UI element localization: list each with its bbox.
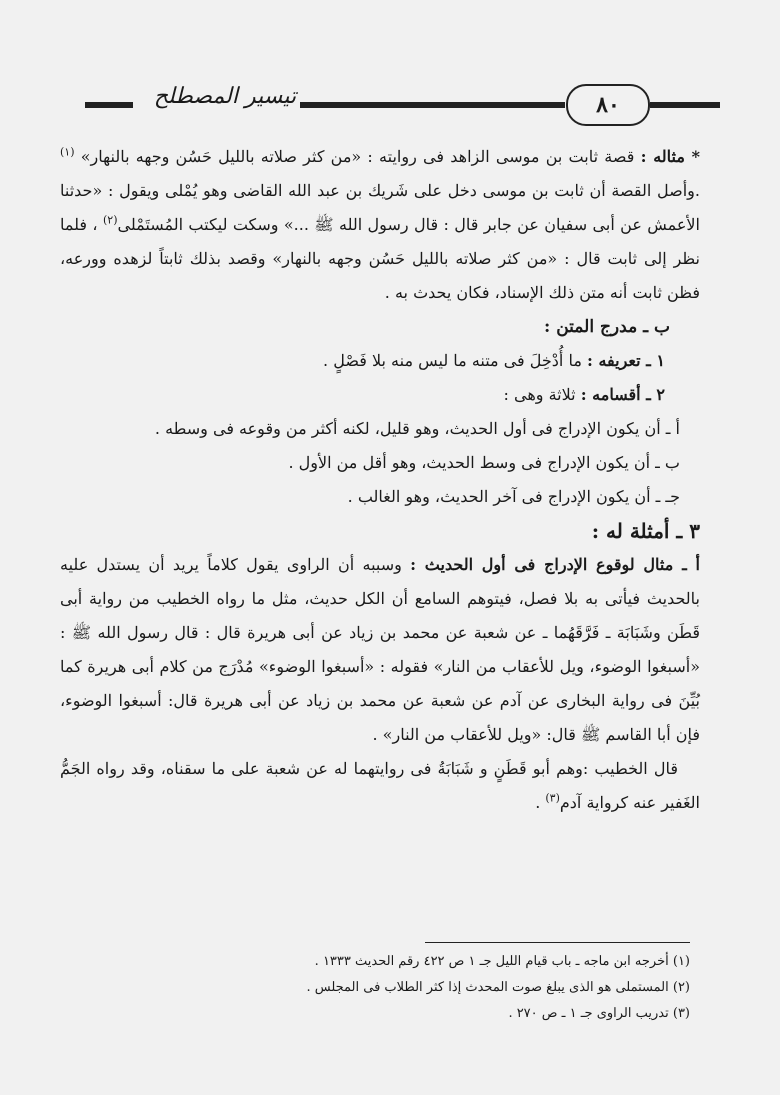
footnote-rule bbox=[425, 942, 690, 943]
footnote-2: (٢) المستملى هو الذى يبلغ صوت المحدث إذا كثر الطلاب فى المجلس . bbox=[306, 980, 690, 995]
footnotes bbox=[250, 942, 690, 1027]
definition-text: ما أُدْخِلَ فى متنه ما ليس منه بلا فَصْلٍ . bbox=[323, 351, 587, 370]
paragraph-text: .وأصل القصة أن ثابت بن موسى دخل على شَريك بن عبد الله القاضى وهو يُمْلى ويقول : «حدثنا الأعمش عن أبى سفيان عن جابر قال : قال رسول الله ﷺ ...» وسكت ليكتب المُستَمْلى bbox=[60, 181, 700, 234]
paragraph-text: ، فلما نظر إلى ثابت قال : «من كثر صلاته بالليل حَسُن وجهه بالنهار» وقصد بذلك ثابتاً لزهده وورعه، فظن ثابت أنه متن ذلك الإسناد، فكان يحدث به . bbox=[60, 215, 700, 302]
footnote-ref-2: (٢) bbox=[102, 213, 118, 227]
types-label: ٢ ـ أقسامه : bbox=[580, 385, 665, 404]
footnote-ref-1: (١) bbox=[60, 145, 75, 159]
examples-heading: ٣ ـ أمثلة له : bbox=[591, 519, 700, 543]
type-b: ب ـ أن يكون الإدراج فى وسط الحديث، وهو أقل من الأول . bbox=[288, 453, 680, 472]
type-a: أ ـ أن يكون الإدراج فى أول الحديث، وهو قليل، لكنه أكثر من وقوعه فى وسطه . bbox=[154, 419, 680, 438]
type-c: جـ ـ أن يكون الإدراج فى آخر الحديث، وهو الغالب . bbox=[347, 487, 680, 506]
definition-line bbox=[60, 344, 700, 378]
definition-label: ١ ـ تعريفه : bbox=[586, 351, 665, 370]
header-rule-middle bbox=[300, 102, 565, 108]
paragraph-example-start bbox=[60, 548, 700, 752]
page-header bbox=[60, 80, 720, 130]
paragraph-text: . bbox=[535, 793, 546, 812]
paragraph-text: قصة ثابت بن موسى الزاهد فى روايته : «من كثر صلاته بالليل حَسُن وجهه بالنهار» bbox=[74, 147, 641, 166]
paragraph-text: وسببه أن الراوى يقول كلاماً يريد أن يستدل عليه بالحديث فيأتى به بلا فصل، فيتوهم السامع أن الكل حديث، مثل ما رواه الخطيب من رواية أبى قَطَن وشَبَابَة ـ فَرَّقَهُما ـ عن شعبة عن محمد بن زياد عن أبى هريرة قال : قال رسول الله ﷺ : «أسبغوا الوضوء، ويل للأعقاب من النار» فقوله : «أسبغوا الوضوء» مُدْرَج من كلام أبى هريرة كما بُيِّنَ فى رواية البخارى عن آدم عن شعبة عن محمد بن زياد عن أبى هريرة قال: أسبغوا الوضوء، فإن أبا القاسم ﷺ قال: «ويل للأعقاب من النار» . bbox=[60, 555, 700, 744]
types-line bbox=[60, 378, 700, 412]
footnote-3: (٣) تدريب الراوى جـ ١ ـ ص ٢٧٠ . bbox=[508, 1006, 690, 1021]
page-number: ٨٠ bbox=[566, 84, 650, 126]
header-rule-left bbox=[85, 102, 133, 108]
paragraph-text: قال الخطيب :وهم أبو قَطَنٍ و شَبَابَةُ فى روايتهما له عن شعبة على ما سقناه، وقد رواه الجَمُّ الغَفير عنه كرواية آدم bbox=[60, 759, 700, 812]
footnote-ref-3: (٣) bbox=[545, 791, 560, 805]
example-label: أ ـ مثال لوقوع الإدراج فى أول الحديث : bbox=[410, 555, 700, 574]
running-title: تيسير المصطلح bbox=[153, 84, 297, 109]
types-text: ثلاثة وهى : bbox=[503, 385, 581, 404]
subheading-mudraj-matn: ب ـ مدرج المتن : bbox=[544, 317, 670, 337]
footnote-1: (١) أخرجه ابن ماجه ـ باب قيام الليل جـ ١ ص ٤٢٢ رقم الحديث ١٣٣٣ . bbox=[314, 954, 690, 969]
page-body bbox=[60, 140, 700, 820]
paragraph-example-sanad bbox=[60, 140, 700, 310]
example-lead: * مثاله : bbox=[640, 147, 701, 166]
header-rule-right bbox=[650, 102, 720, 108]
paragraph-khatib bbox=[60, 752, 700, 820]
